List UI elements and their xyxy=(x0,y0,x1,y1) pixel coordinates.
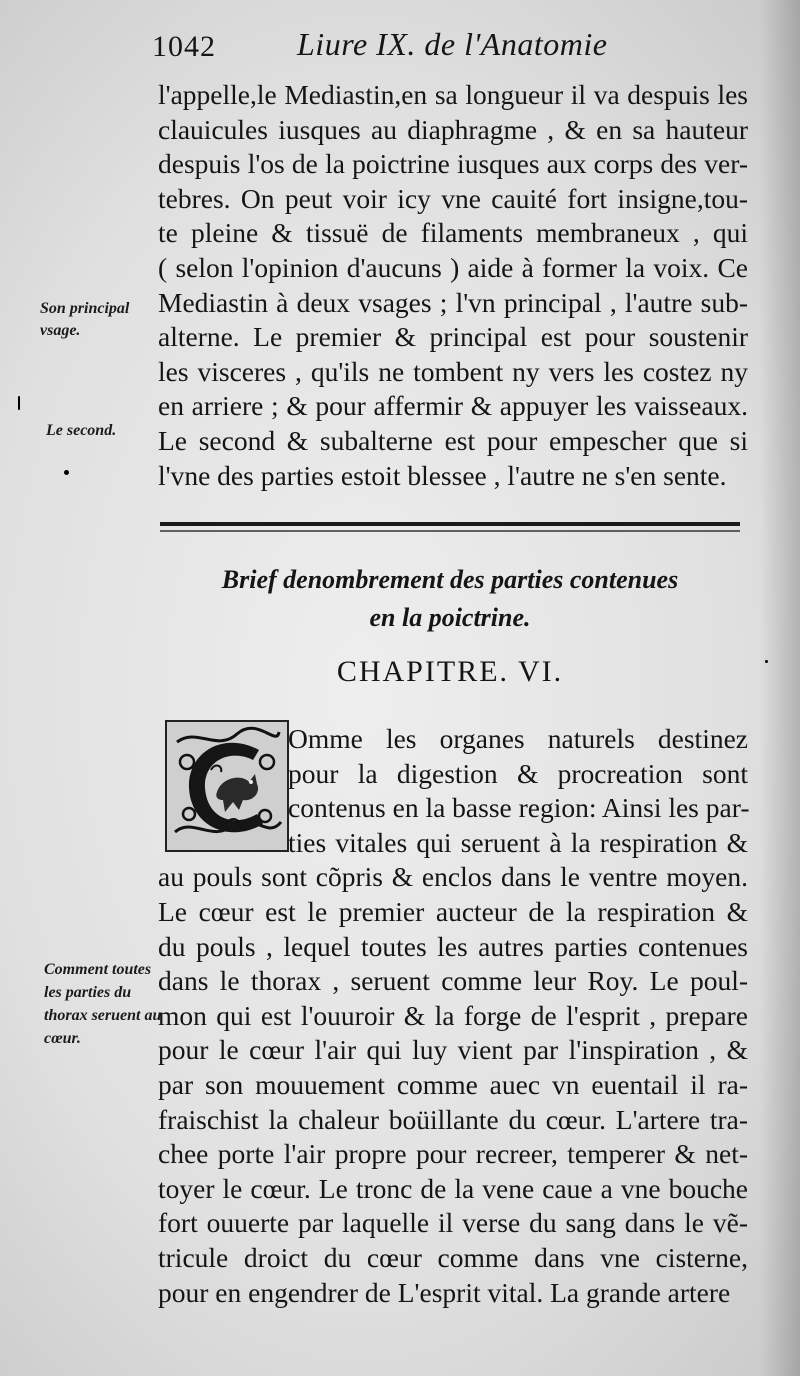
text-line: Le second & subalterne est pour empescher que si xyxy=(158,424,748,456)
text-line: Le cœur est le premier aucteur de la respiration & xyxy=(158,895,748,927)
ink-speck xyxy=(64,470,69,475)
ink-speck xyxy=(765,660,768,663)
section-heading-line2: en la poictrine. xyxy=(369,603,531,632)
text-line: en arriere ; & pour affermir & appuyer les vaisseaux. xyxy=(158,390,748,422)
ink-speck xyxy=(18,396,20,410)
text-line: dans le thorax , seruent comme leur Roy. Le poul- xyxy=(158,965,748,997)
text-line: tebres. On peut voir icy vne cauité fort insigne,tou- xyxy=(158,182,748,214)
text-line: Mediastin à deux vsages ; l'vn principal , l'autre sub- xyxy=(158,286,748,318)
top-paragraph xyxy=(158,78,748,493)
text-line: du pouls , lequel toutes les autres parties contenues xyxy=(158,930,748,962)
text-line: pour le cœur l'air qui luy vient par l'inspiration , & xyxy=(158,1034,748,1066)
chapter-paragraph xyxy=(158,722,748,1310)
text-line: l'vne des parties estoit blessee , l'autre ne s'en sente. xyxy=(158,459,727,491)
section-heading-line1: Brief denombrement des parties contenues xyxy=(221,565,679,594)
text-line: toyer le cœur. Le tronc de la vene caue a vne bouche xyxy=(158,1172,748,1204)
text-line: te pleine & tissuë de filaments membraneux , qui xyxy=(158,217,748,249)
text-line: l'appelle,le Mediastin,en sa longueur il va despuis les xyxy=(158,79,748,110)
text-line: alterne. Le premier & principal est pour soustenir xyxy=(158,321,748,353)
text-line: ( selon l'opinion d'aucuns ) aide à former la voix. Ce xyxy=(158,251,748,283)
text-line: fort ouuerte par laquelle il verse du sang dans le vẽ- xyxy=(158,1207,748,1239)
margin-note-second: Le second. xyxy=(46,422,117,439)
text-line: mon qui est l'ouuroir & la forge de l'esprit , prepare xyxy=(158,999,748,1031)
text-line: clauicules iusques au diaphragme , & en sa hauteur xyxy=(158,113,748,145)
text-line: contenus en la basse region: Ainsi les par- xyxy=(288,792,750,824)
margin-note-thorax: Comment toutes les parties du thorax seruent au cœur. xyxy=(44,961,162,1047)
page-number: 1042 xyxy=(152,30,216,63)
text-line: Omme les organes naturels destinez xyxy=(288,723,748,754)
text-line: ties vitales qui seruent à la respiration & xyxy=(288,826,748,858)
page-edge-shadow xyxy=(760,0,800,1376)
text-line: chee porte l'air propre pour recreer, temperer & net- xyxy=(158,1138,748,1170)
section-divider-rule xyxy=(160,522,740,526)
text-line: pour la digestion & procreation sont xyxy=(288,757,748,789)
text-line: fraischist la chaleur boüillante du cœur. L'artere tra- xyxy=(158,1103,748,1135)
text-line: tricule droict du cœur comme dans vne cisterne, xyxy=(158,1241,748,1273)
text-line: pour en engendrer de L'esprit vital. La grande artere xyxy=(158,1276,731,1308)
page-header xyxy=(152,26,752,70)
running-title: Liure IX. de l'Anatomie xyxy=(297,26,608,62)
text-line: par son mouuement comme auec vn euentail il ra- xyxy=(158,1068,748,1100)
text-line: despuis l'os de la poictrine iusques aux corps des ver- xyxy=(158,148,748,180)
text-line: les visceres , qu'ils ne tombent ny vers les costez ny xyxy=(158,355,748,387)
section-divider-rule-thin xyxy=(160,530,740,532)
margin-note-principal-usage: Son principal vsage. xyxy=(40,300,130,339)
text-line: au pouls sont cõpris & enclos dans le ventre moyen. xyxy=(158,861,748,893)
chapter-title: CHAPITRE. VI. xyxy=(336,655,564,688)
